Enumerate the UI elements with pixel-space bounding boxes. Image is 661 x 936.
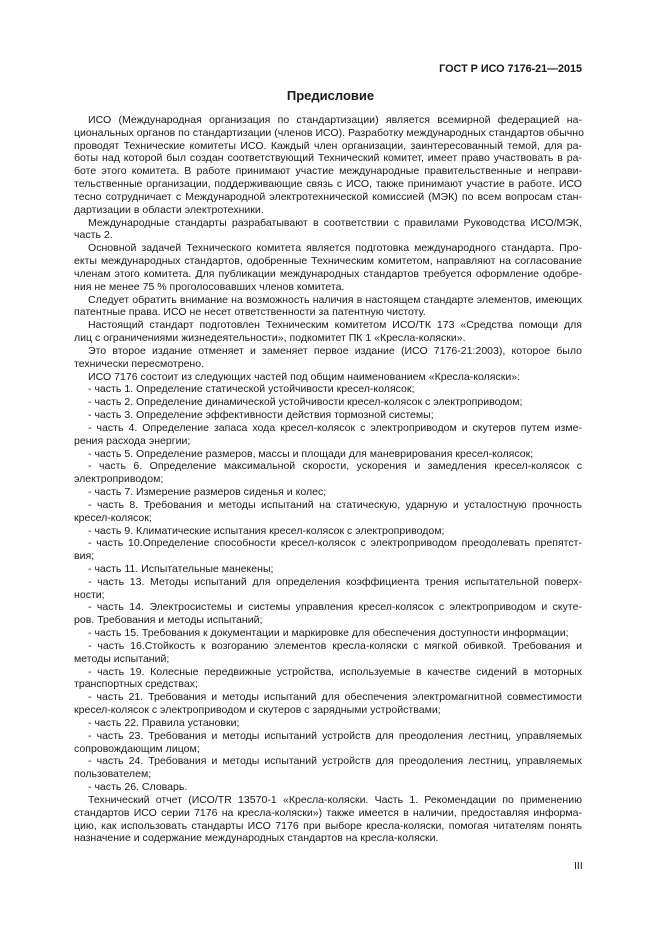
text-line: назначение и содержание международных стандартов на кресла-коляски. <box>74 832 439 845</box>
paragraph <box>74 627 582 640</box>
text-line: рения расхода энергии; <box>74 434 191 447</box>
text-line: Следует обратить внимание на возможность наличия в настоящем стандарте элементов, имеющих <box>88 293 582 306</box>
text-line: - часть 26. Словарь. <box>88 781 188 794</box>
paragraph <box>74 486 582 499</box>
text-line: - часть 22. Правила установки; <box>88 716 240 729</box>
text-line: ИСО (Международная организация по стандартизации) является всемирной федерацией на- <box>88 114 582 126</box>
text-line: Это второе издание отменяет и заменяет первое издание (ИСО 7176-21:2003), которое было <box>88 344 582 357</box>
text-line: - часть 23. Требования и методы испытаний устройств для преодоления лестниц, управляемых <box>88 729 582 742</box>
text-line: циональных органов по стандартизации (членов ИСО). Разработку международных стандартов обычно <box>74 126 584 139</box>
paragraph <box>74 409 582 422</box>
paragraph <box>74 525 582 538</box>
text-line: - часть 4. Определение запаса хода кресел-колясок с электроприводом и скутеров путем изме- <box>88 421 582 434</box>
paragraph <box>74 537 582 563</box>
document-code-header: ГОСТ Р ИСО 7176-21—2015 <box>439 63 582 75</box>
text-line: кресел-колясок; <box>74 511 152 524</box>
paragraph <box>74 730 582 756</box>
text-line: - часть 3. Определение эффективности действия тормозной системы; <box>88 409 434 422</box>
text-line: боте этого комитета. В работе принимают участие международные правительственные и неправи- <box>74 165 582 178</box>
text-line: - часть 8. Требования и методы испытаний на статическую, ударную и усталостную прочность <box>88 498 582 511</box>
text-line: екты международных стандартов, одобренные Техническим комитетом, направляют на согласование <box>74 255 582 268</box>
paragraph <box>74 640 582 666</box>
paragraph <box>74 781 582 794</box>
paragraph <box>74 563 582 576</box>
paragraph <box>74 383 582 396</box>
section-title: Предисловие <box>286 88 375 103</box>
paragraph <box>74 794 582 845</box>
text-line: кресел-колясок с электроприводом и скутеров с зарядными устройствами; <box>74 704 441 717</box>
text-line: вия; <box>74 550 95 563</box>
text-line: ИСО 7176 состоит из следующих частей под общим наименованием «Кресла-коляски»: <box>88 370 521 383</box>
text-line: проводят Технические комитеты ИСО. Каждый член организации, заинтересованный темой, для ра- <box>74 139 582 152</box>
paragraph <box>74 114 582 217</box>
paragraph <box>74 422 582 448</box>
text-line: - часть 19. Колесные передвижные устройства, используемые в качестве сидений в моторных <box>88 665 582 678</box>
text-line: дартизации в области электротехники. <box>74 203 264 216</box>
text-line: лиц с ограничениями жизнедеятельности», подкомитет ПК 1 «Кресла-коляски». <box>74 332 466 345</box>
paragraph <box>74 319 582 345</box>
text-line: Основной задачей Технического комитета является подготовка международного стандарта. Про- <box>88 242 582 255</box>
paragraph <box>74 217 582 243</box>
paragraph <box>74 755 582 781</box>
text-line: ров. Требования и методы испытаний; <box>74 614 263 627</box>
text-line: часть 2. <box>74 229 113 242</box>
text-line: тельственные организации, поддерживающие связь с ИСО, также принимают участие в работе. ИСО <box>74 178 582 191</box>
text-line: - часть 2. Определение динамической устойчивости кресел-колясок с электроприводом; <box>88 396 523 409</box>
paragraph <box>74 396 582 409</box>
paragraph <box>74 601 582 627</box>
text-line: членам этого комитета. Для публикации международных стандартов требуется оформление одобре- <box>74 267 582 280</box>
text-line: - часть 7. Измерение размеров сиденья и колес; <box>88 486 327 499</box>
text-line: цию, как использовать стандарты ИСО 7176 при выборе кресла-коляски, помогая читателям понять <box>74 819 582 832</box>
text-line: - часть 9. Климатические испытания кресел-колясок с электроприводом; <box>88 524 445 537</box>
text-line: - часть 15. Требования к документации и маркировке для обеспечения доступности информации; <box>88 627 569 640</box>
text-line: - часть 21. Требования и методы испытаний для обеспечения электромагнитной совместимости <box>88 691 582 704</box>
text-line: стандартов ИСО серии 7176 на кресла-коляски») также имеется в наличии, предоставляя информа- <box>74 806 582 819</box>
text-line: патентные права. ИСО не несет ответственности за патентную чистоту. <box>74 306 426 319</box>
text-line: - часть 11. Испытательные манекены; <box>88 562 274 575</box>
foreword-body <box>74 114 582 845</box>
text-line: - часть 10.Определение способности кресел-колясок с электроприводом преодолевать препятст- <box>88 537 582 550</box>
text-line: - часть 24. Требования и методы испытаний устройств для преодоления лестниц, управляемых <box>88 755 582 768</box>
paragraph <box>74 691 582 717</box>
text-line: - часть 5. Определение размеров, массы и площади для маневрирования кресел-колясок; <box>88 447 534 460</box>
paragraph <box>74 576 582 602</box>
paragraph <box>74 448 582 461</box>
text-line: - часть 14. Электросистемы и системы управления кресел-колясок с электроприводом и скуте- <box>88 601 582 614</box>
text-line: электроприводом; <box>74 473 164 486</box>
paragraph <box>74 242 582 293</box>
paragraph <box>74 717 582 730</box>
page-number: III <box>574 860 583 872</box>
text-line: транспортных средствах; <box>74 678 198 691</box>
text-line: методы испытаний; <box>74 652 170 665</box>
text-line: боты над которой был создан соответствующий Технический комитет, имеет право участвовать в ра- <box>74 152 582 165</box>
text-line: - часть 16.Стойкость к возгоранию элементов кресла-коляски с мягкой обивкой. Требования и <box>88 639 582 652</box>
text-line: Технический отчет (ИСО/TR 13570-1 «Кресла-коляски. Часть 1. Рекомендации по применению <box>88 793 582 806</box>
paragraph <box>74 294 582 320</box>
paragraph <box>74 345 582 371</box>
paragraph <box>74 499 582 525</box>
text-line: - часть 13. Методы испытаний для определения коэффициента трения испытательной поверх- <box>88 575 582 588</box>
text-line: тесно сотрудничает с Международной электротехнической комиссией (МЭК) по всем вопросам стан- <box>74 190 582 203</box>
text-line: технически пересмотрено. <box>74 357 205 370</box>
paragraph <box>74 371 582 384</box>
paragraph <box>74 460 582 486</box>
paragraph <box>74 666 582 692</box>
text-line: Международные стандарты разрабатывают в соответствии с правилами Руководства ИСО/МЭК, <box>88 216 582 229</box>
text-line: - часть 1. Определение статической устойчивости кресел-колясок; <box>88 383 415 396</box>
text-line: ния не менее 75 % проголосовавших членов комитета. <box>74 280 345 293</box>
text-line: - часть 6. Определение максимальной скорости, ускорения и замедления кресел-колясок с <box>88 460 582 473</box>
text-line: пользователем; <box>74 768 152 781</box>
text-line: ности; <box>74 588 105 601</box>
text-line: Настоящий стандарт подготовлен Техническим комитетом ИСО/ТК 173 «Средства помощи для <box>88 319 582 332</box>
text-line: сопровождающим лицом; <box>74 742 200 755</box>
